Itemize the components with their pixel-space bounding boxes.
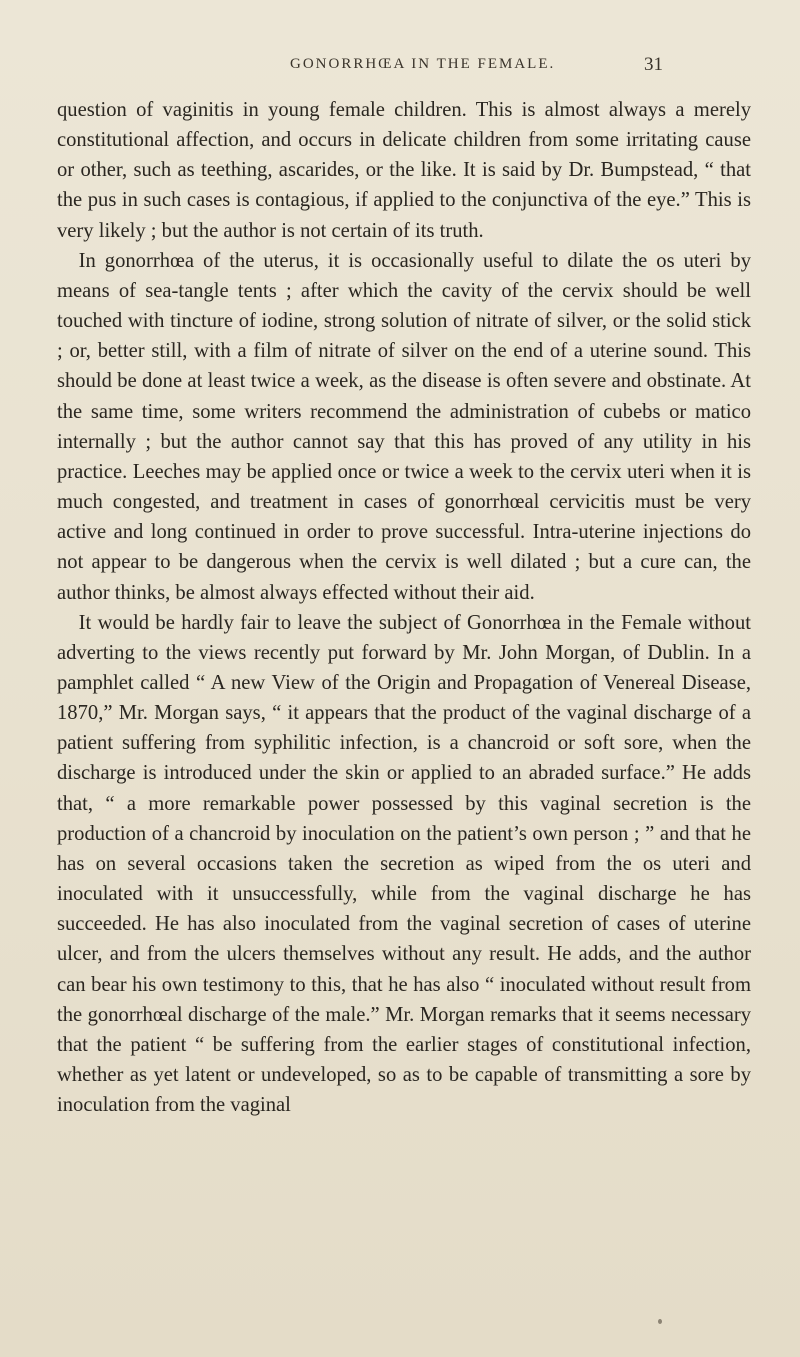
- paragraph-morgan-views: It would be hardly fair to leave the subject of Gonorrhœa in the Female without adverting to the views recently put forward by Mr. John Morgan, of Dublin. In a pamphlet called “ A new View of the Origin and Propagation of Venereal Disease, 1870,” Mr. Morgan says, “ it appears that the product of the vaginal discharge of a patient suffering from syphilitic infection, is a chancroid or soft sore, when the discharge is introduced under the skin or applied to an abraded surface.” He adds that, “ a more remarkable power possessed by this vaginal secretion is the production of a chancroid by inoculation on the patient’s own person ; ” and that he has on several occasions taken the secretion as wiped from the os uteri and inoculated with it unsuccessfully, while from the vaginal discharge he has succeeded. He has also inoculated from the vaginal secretion of cases of uterine ulcer, and from the ulcers themselves without any result. He adds, and the author can bear his own testimony to this, that he has also “ inoculated without result from the gonorrhœal discharge of the male.” Mr. Morgan remarks that it seems necessary that the patient “ be suffering from the earlier stages of constitutional infection, whether as yet latent or undeveloped, so as to be capable of transmitting a sore by inoculation from the vaginal: [57, 611, 751, 1117]
- paragraph-uterine-gonorrhoea: In gonorrhœa of the uterus, it is occasionally useful to dilate the os uteri by means of sea-tangle tents ; after which the cavity of the cervix should be well touched with tincture of iodine, strong solution of nitrate of silver, or the solid stick ; or, better still, with a film of nitrate of silver on the end of a uterine sound. This should be done at least twice a week, as the disease is often severe and obstinate. At the same time, some writers recommend the administration of cubebs or matico internally ; but the author cannot say that this has proved of any utility in his practice. Leeches may be applied once or twice a week to the cervix uteri when it is much congested, and treatment in cases of gonorrhœal cervicitis must be very active and long continued in order to prove successful. Intra-uterine injections do not appear to be dangerous when the cervix is well dilated ; but a cure can, the author thinks, be almost always effected without their aid.: [57, 249, 751, 604]
- page-number: 31: [644, 54, 663, 75]
- running-head: [0, 56, 800, 78]
- body-text: [57, 95, 751, 1120]
- running-title: GONORRHŒA IN THE FEMALE.: [290, 56, 556, 72]
- paper-speck: [658, 1319, 662, 1324]
- paragraph-vaginitis-continued: question of vaginitis in young female children. This is almost always a merely constitutional affection, and occurs in delicate children from some irritating cause or other, such as teething, ascarides, or the like. It is said by Dr. Bumpstead, “ that the pus in such cases is contagious, if applied to the conjunctiva of the eye.” This is very likely ; but the author is not certain of its truth.: [57, 99, 751, 242]
